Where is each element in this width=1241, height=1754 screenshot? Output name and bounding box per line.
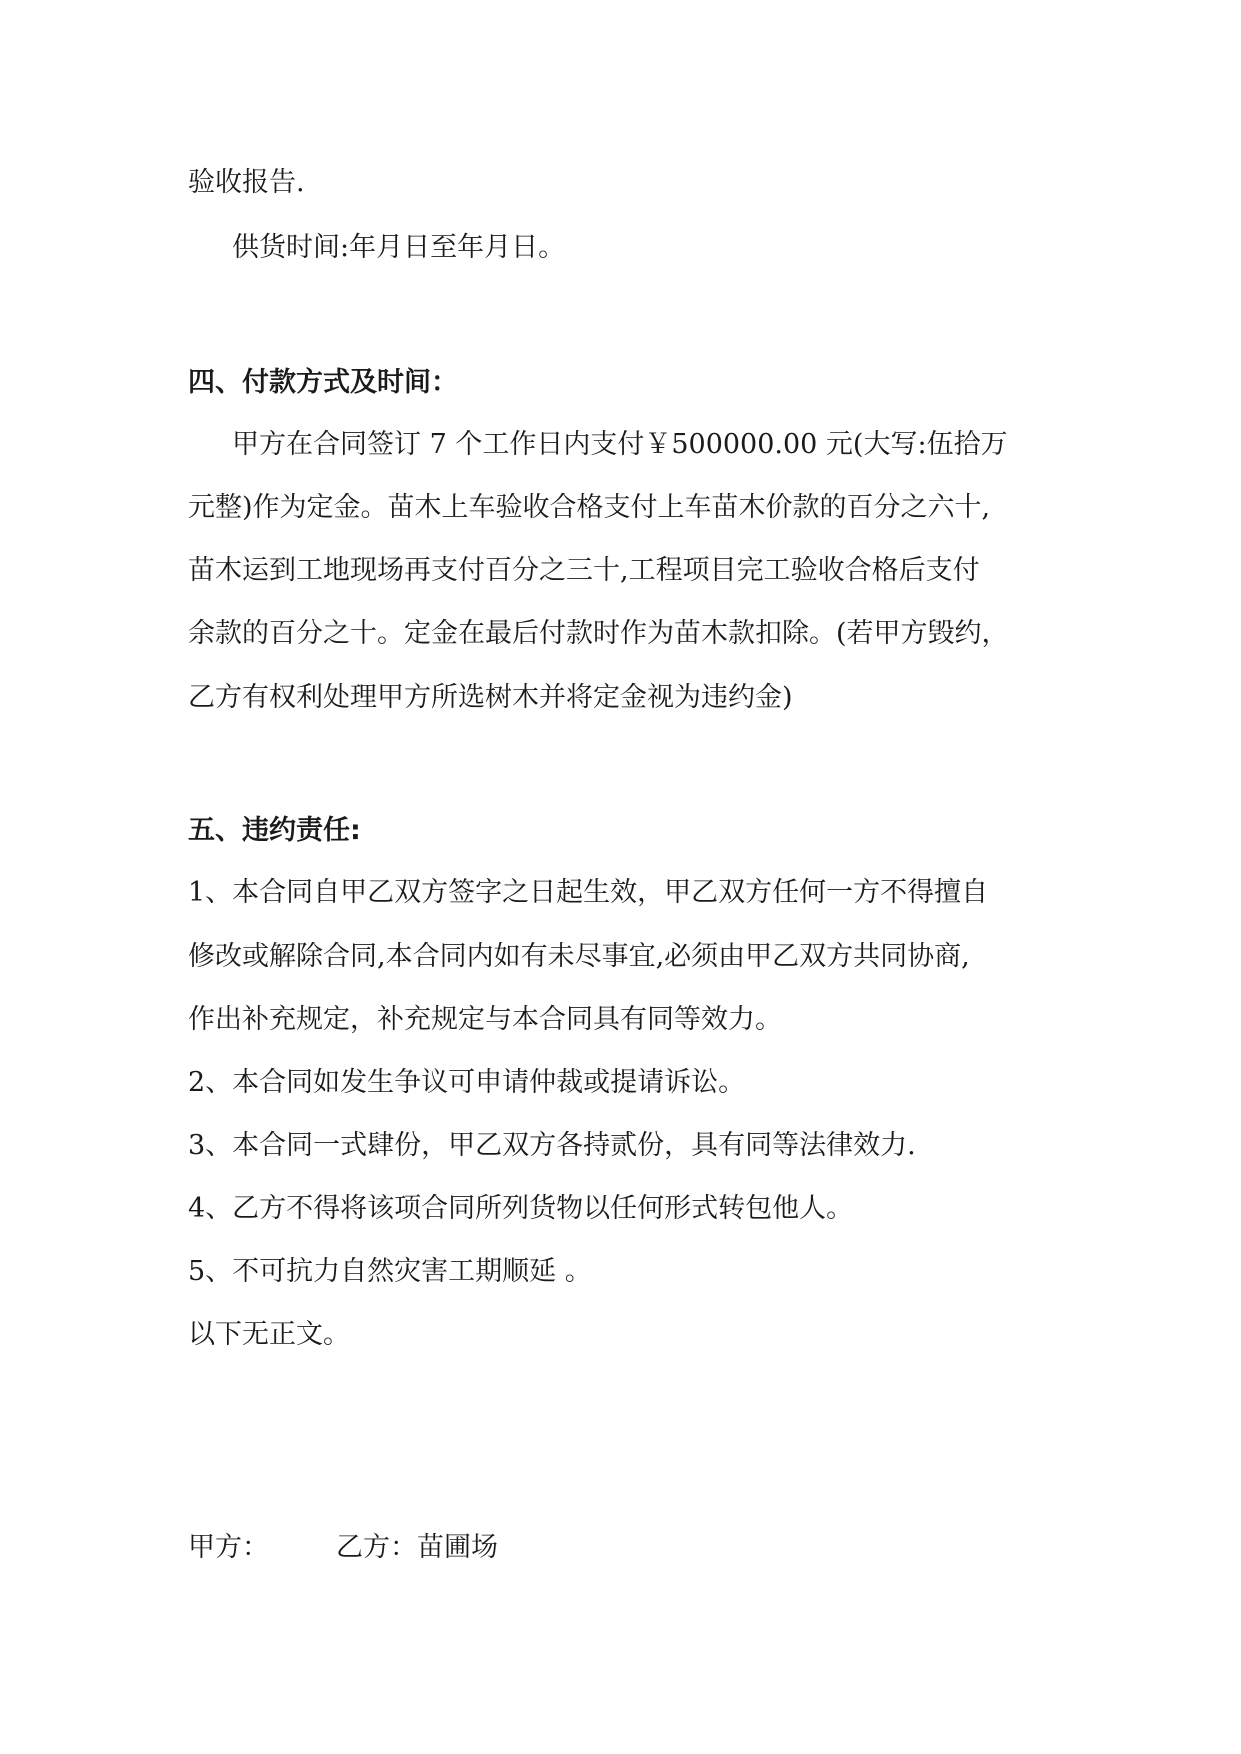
section5-line: 5、不可抗力自然灾害工期顺延 。 <box>188 1256 592 1287</box>
party-a-signature-label: 甲方： <box>188 1532 269 1563</box>
section4-line: 苗木运到工地现场再支付百分之三十,工程项目完工验收合格后支付 <box>188 555 980 586</box>
section5-line: 2、本合同如发生争议可申请仲裁或提请诉讼。 <box>188 1067 746 1098</box>
acceptance-report-text: 验收报告. <box>188 167 305 198</box>
section5-line: 4、乙方不得将该项合同所列货物以任何形式转包他人。 <box>188 1193 854 1224</box>
supply-time-text: 供货时间:年月日至年月日。 <box>232 232 566 263</box>
section5-heading: 五、违约责任: <box>188 815 361 846</box>
section4-line: 元整)作为定金。苗木上车验收合格支付上车苗木价款的百分之六十, <box>188 492 991 523</box>
section5-line: 修改或解除合同,本合同内如有未尽事宜,必须由甲乙双方共同协商, <box>188 941 970 972</box>
section4-line: 乙方有权利处理甲方所选树木并将定金视为违约金) <box>188 682 793 713</box>
party-b-signature-label: 乙方：苗圃场 <box>336 1532 498 1563</box>
section4-line: 甲方在合同签订 7 个工作日内支付￥500000.00 元(大写:伍拾万 <box>232 429 1008 460</box>
section5-line: 3、本合同一式肆份，甲乙双方各持贰份，具有同等法律效力. <box>188 1130 916 1161</box>
no-further-text: 以下无正文。 <box>188 1319 350 1350</box>
section4-line: 余款的百分之十。定金在最后付款时作为苗木款扣除。(若甲方毁约， <box>188 618 1009 649</box>
section5-line: 1、本合同自甲乙双方签字之日起生效，甲乙双方任何一方不得擅自 <box>188 877 989 908</box>
section4-heading: 四、付款方式及时间： <box>188 367 458 398</box>
section5-line: 作出补充规定，补充规定与本合同具有同等效力。 <box>188 1004 782 1035</box>
